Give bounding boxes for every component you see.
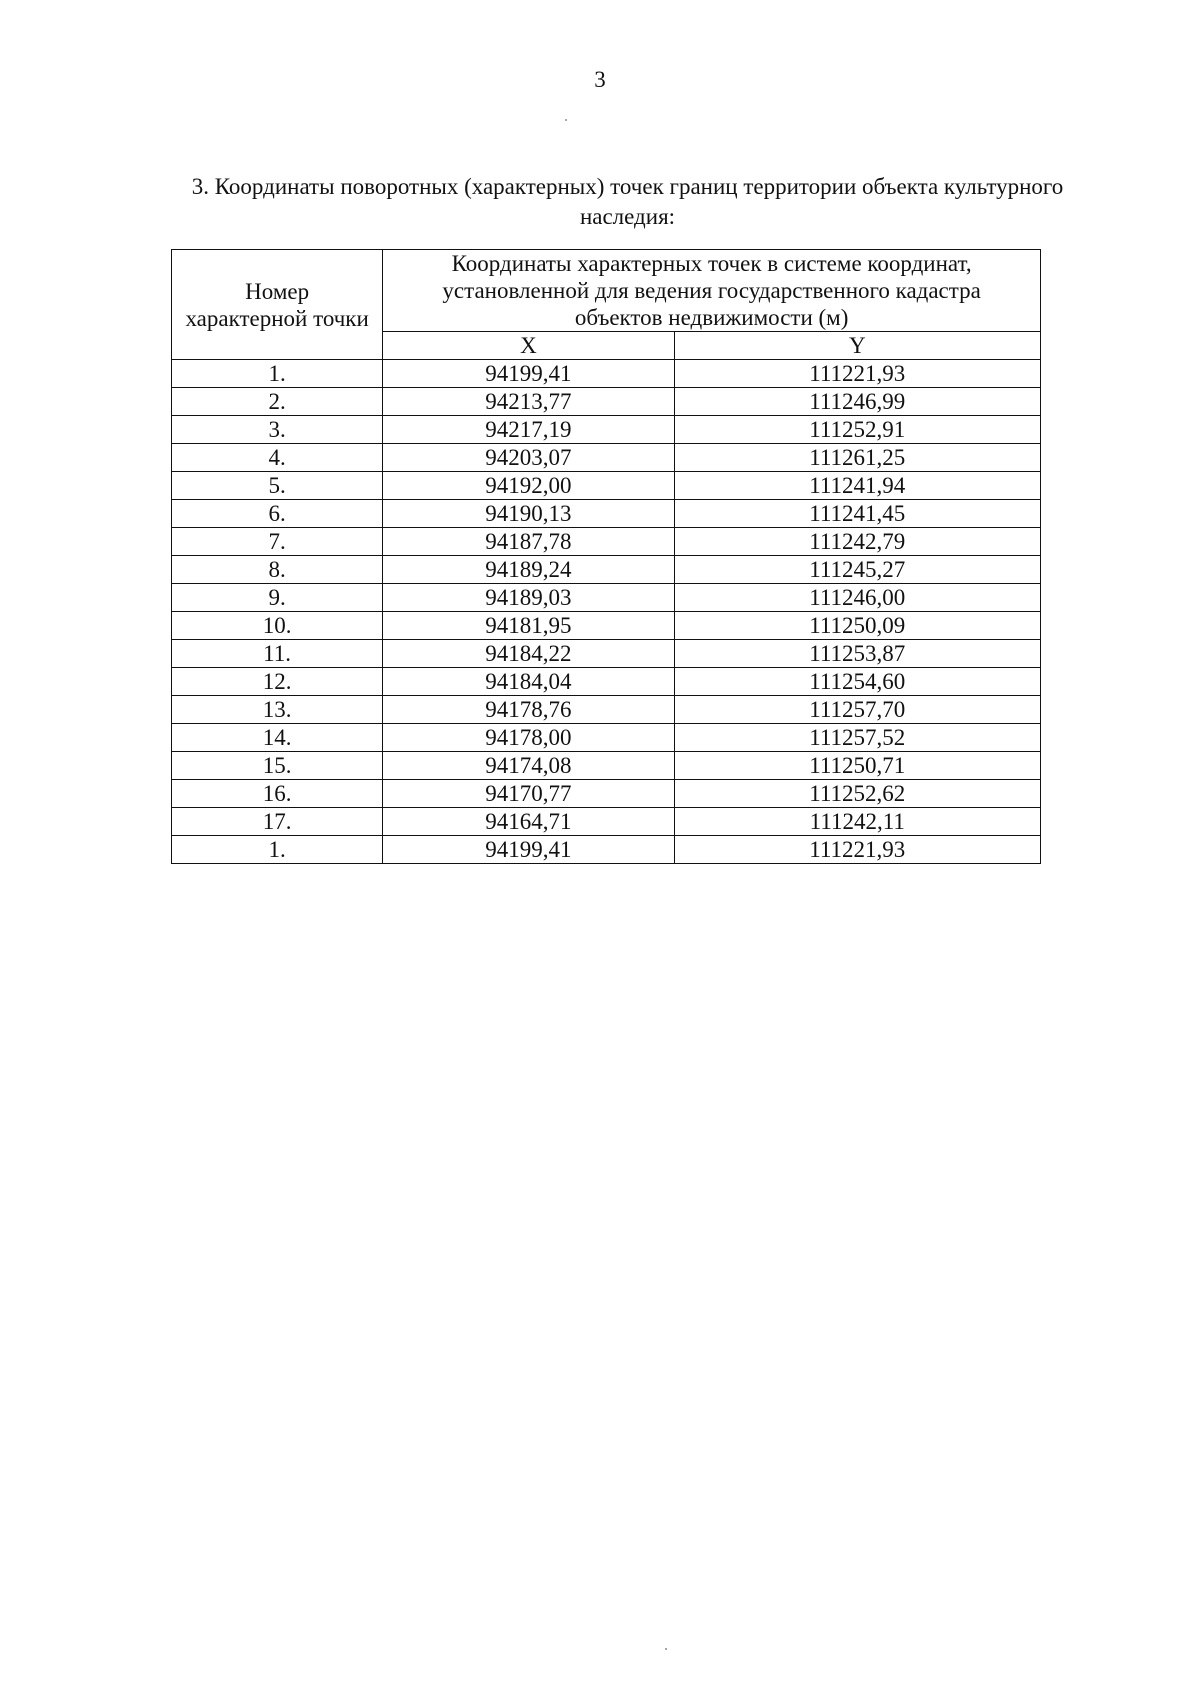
scan-speck	[665, 1648, 667, 1650]
x-coordinate-cell: 94190,13	[383, 500, 674, 528]
x-coordinate-cell: 94174,08	[383, 752, 674, 780]
point-number-cell: 17.	[172, 808, 383, 836]
table-row	[172, 528, 1041, 556]
x-coordinate-cell: 94178,76	[383, 696, 674, 724]
table-row	[172, 444, 1041, 472]
x-coordinate-cell: 94187,78	[383, 528, 674, 556]
point-number-cell: 5.	[172, 472, 383, 500]
point-number-cell: 1.	[172, 836, 383, 864]
coordinates-header	[383, 250, 1041, 332]
coordinates-header-line-3: объектов недвижимости (м)	[574, 305, 849, 330]
point-number-cell: 1.	[172, 360, 383, 388]
x-coordinate-cell: 94199,41	[383, 836, 674, 864]
y-coordinate-cell: 111253,87	[674, 640, 1040, 668]
table-row	[172, 472, 1041, 500]
x-coordinate-cell: 94184,22	[383, 640, 674, 668]
x-column-header: X	[383, 332, 674, 360]
point-number-cell: 7.	[172, 528, 383, 556]
x-coordinate-cell: 94189,03	[383, 584, 674, 612]
table-row	[172, 388, 1041, 416]
x-coordinate-cell: 94181,95	[383, 612, 674, 640]
y-coordinate-cell: 111252,91	[674, 416, 1040, 444]
table-row	[172, 696, 1041, 724]
point-number-cell: 9.	[172, 584, 383, 612]
point-number-cell: 3.	[172, 416, 383, 444]
table-row	[172, 668, 1041, 696]
section-title: 3. Координаты поворотных (характерных) точек границ территории объекта культурного наследия:	[191, 174, 1064, 229]
point-number-cell: 16.	[172, 780, 383, 808]
table-body	[172, 360, 1041, 864]
y-coordinate-cell: 111246,99	[674, 388, 1040, 416]
y-coordinate-cell: 111242,79	[674, 528, 1040, 556]
point-number-cell: 11.	[172, 640, 383, 668]
point-number-cell: 12.	[172, 668, 383, 696]
y-coordinate-cell: 111252,62	[674, 780, 1040, 808]
x-coordinate-cell: 94192,00	[383, 472, 674, 500]
x-coordinate-cell: 94184,04	[383, 668, 674, 696]
table-header-row	[172, 250, 1041, 332]
coordinates-header-line-1: Координаты характерных точек в системе координат,	[451, 251, 972, 276]
table-row	[172, 584, 1041, 612]
point-number-cell: 15.	[172, 752, 383, 780]
y-coordinate-cell: 111257,70	[674, 696, 1040, 724]
table-row	[172, 808, 1041, 836]
table-row	[172, 500, 1041, 528]
point-number-cell: 13.	[172, 696, 383, 724]
y-coordinate-cell: 111221,93	[674, 360, 1040, 388]
x-coordinate-cell: 94189,24	[383, 556, 674, 584]
x-coordinate-cell: 94213,77	[383, 388, 674, 416]
y-coordinate-cell: 111241,94	[674, 472, 1040, 500]
scan-speck	[565, 119, 567, 121]
y-column-header: Y	[674, 332, 1040, 360]
table-row	[172, 724, 1041, 752]
point-number-cell: 2.	[172, 388, 383, 416]
y-coordinate-cell: 111245,27	[674, 556, 1040, 584]
y-coordinate-cell: 111250,71	[674, 752, 1040, 780]
x-coordinate-cell: 94217,19	[383, 416, 674, 444]
y-coordinate-cell: 111221,93	[674, 836, 1040, 864]
table-row	[172, 556, 1041, 584]
table-row	[172, 612, 1041, 640]
coordinates-table	[171, 249, 1041, 864]
x-coordinate-cell: 94199,41	[383, 360, 674, 388]
y-coordinate-cell: 111257,52	[674, 724, 1040, 752]
point-number-cell: 14.	[172, 724, 383, 752]
coordinates-header-line-2: установленной для ведения государственного кадастра	[442, 278, 981, 303]
point-number-cell: 4.	[172, 444, 383, 472]
point-number-cell: 8.	[172, 556, 383, 584]
page-number: 3	[594, 67, 606, 92]
y-coordinate-cell: 111241,45	[674, 500, 1040, 528]
point-number-header	[172, 250, 383, 360]
point-number-cell: 10.	[172, 612, 383, 640]
x-coordinate-cell: 94170,77	[383, 780, 674, 808]
y-coordinate-cell: 111242,11	[674, 808, 1040, 836]
y-coordinate-cell: 111261,25	[674, 444, 1040, 472]
table-row	[172, 640, 1041, 668]
table-row	[172, 752, 1041, 780]
table-row	[172, 780, 1041, 808]
y-coordinate-cell: 111250,09	[674, 612, 1040, 640]
table-row	[172, 416, 1041, 444]
y-coordinate-cell: 111254,60	[674, 668, 1040, 696]
x-coordinate-cell: 94178,00	[383, 724, 674, 752]
point-number-header-line-2: характерной точки	[185, 305, 369, 331]
y-coordinate-cell: 111246,00	[674, 584, 1040, 612]
x-coordinate-cell: 94164,71	[383, 808, 674, 836]
point-number-header-line-1: Номер	[245, 278, 310, 304]
point-number-cell: 6.	[172, 500, 383, 528]
x-coordinate-cell: 94203,07	[383, 444, 674, 472]
table-row	[172, 360, 1041, 388]
table-row	[172, 836, 1041, 864]
